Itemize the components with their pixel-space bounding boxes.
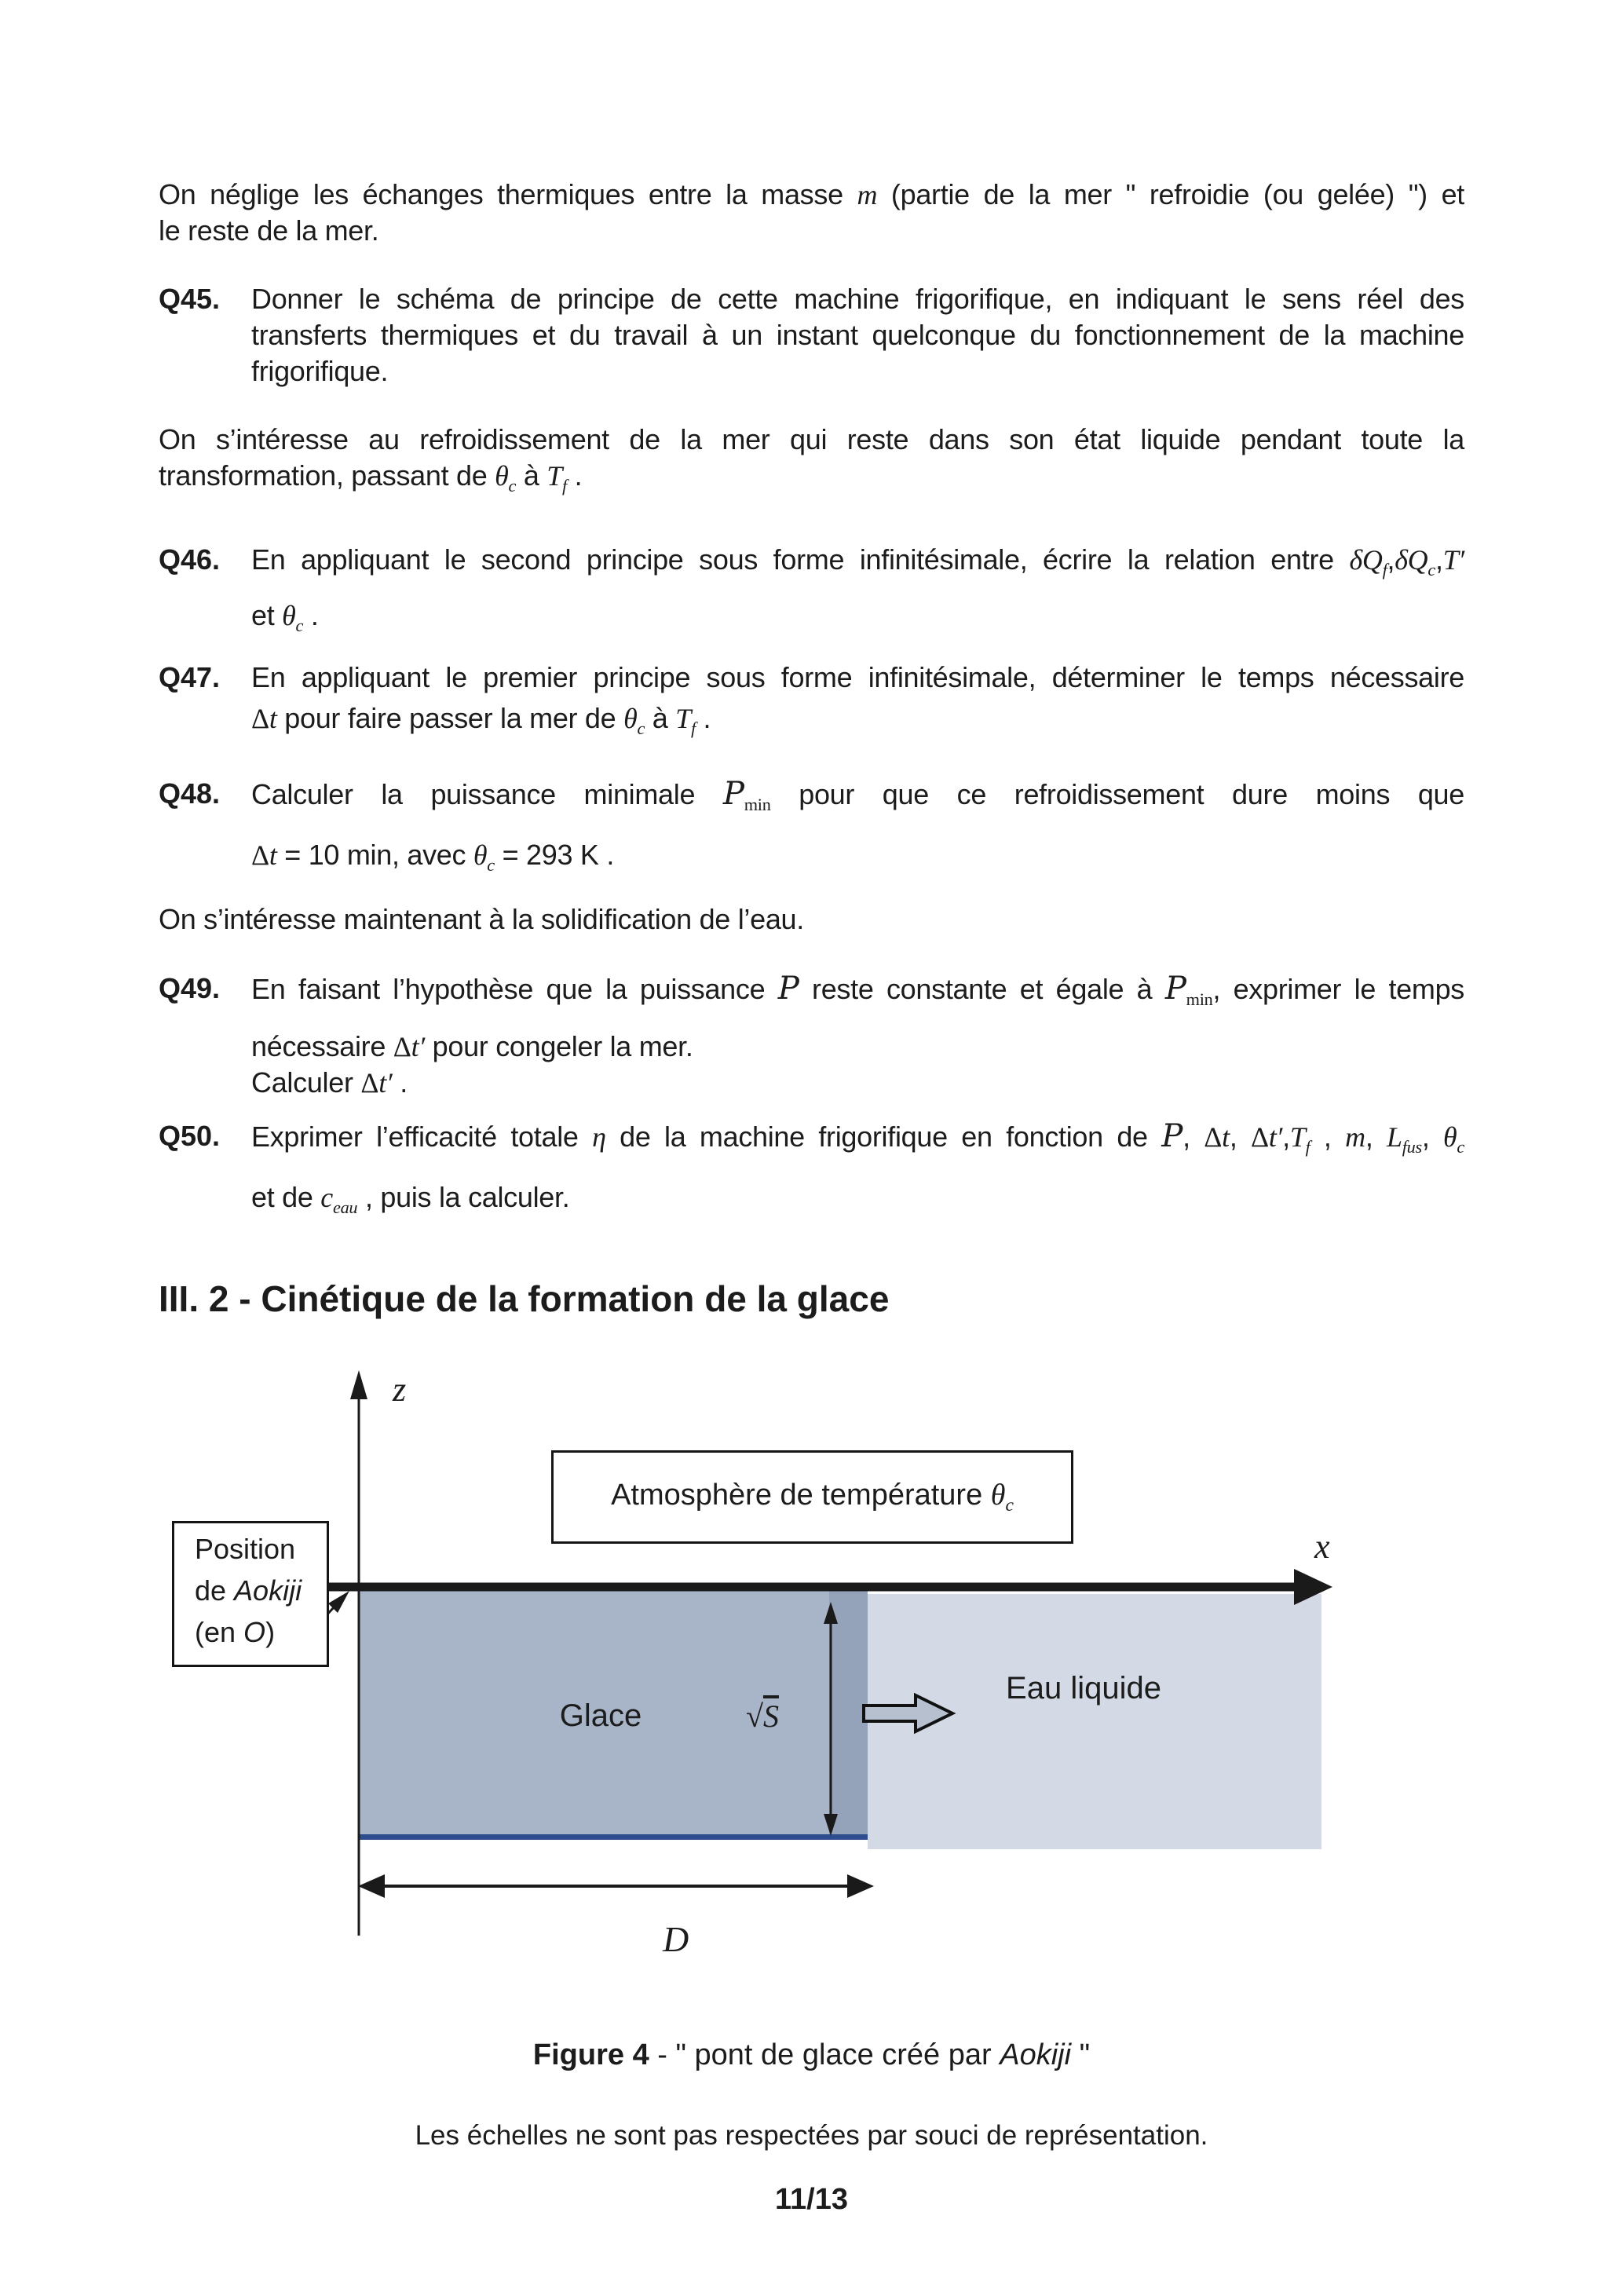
d-dimension-arrow (358, 1874, 874, 1898)
section-title: III. 2 - Cinétique de la formation de la glace (159, 1278, 890, 1319)
question-number-q47: Q47. (159, 661, 221, 693)
ice-bottom-edge (360, 1834, 868, 1840)
question-text-q50: Exprimer l’efficacité totale η de la machine frigorifique en fonction de P, Δt, $\Delta t',T_f$ , m, $L_{fus}$, $\theta_c$ et de $c_{eau}$ , puis la calculer. (251, 1117, 1465, 1217)
figure-scale-note: Les échelles ne sont pas respectées par souci de représentation. (415, 2120, 1208, 2151)
atmosphere-label-box (551, 1450, 1073, 1544)
question-number-q48: Q48. (159, 777, 221, 810)
question-number-q50: Q50. (159, 1120, 221, 1152)
question-text-q49: En faisant l’hypothèse que la puissance P reste constante et égale à $P_{min}$, exprimer le temps nécessaire Δt′ pour congeler la mer. Calculer Δt′ . (251, 970, 1465, 1099)
liquid-water-label: Eau liquide (1006, 1671, 1161, 1706)
paragraph-solidification-intro: On s’intéresse maintenant à la solidification de l’eau. (159, 903, 804, 935)
question-q48 (159, 776, 1464, 883)
d-length-label: D (663, 1919, 689, 1959)
page-number: 11/13 (775, 2183, 848, 2216)
figure-caption: Figure 4 - " pont de glace créé par Aokiji " (532, 2038, 1091, 2071)
z-axis-label: z (393, 1370, 407, 1409)
question-number-q45: Q45. (159, 283, 221, 315)
ice-label: Glace (559, 1698, 642, 1733)
question-q45 (159, 281, 1464, 389)
question-q50 (159, 1118, 1464, 1226)
question-text-q47: En appliquant le premier principe sous forme infinitésimale, déterminer le temps nécessaire Δt pour faire passer la mer de $\theta_c$ à $T_f$ . (251, 661, 1464, 738)
question-number-q49: Q49. (159, 972, 221, 1004)
paragraph-neglect-exchanges: On néglige les échanges thermiques entre la masse m (partie de la mer " refroidie (ou gelée) ") et le reste de la mer. (159, 178, 1465, 247)
paragraph-cooling-intro: On s’intéresse au refroidissement de la mer qui reste dans son état liquide pendant toute la transformation, passant de $\theta_c$ à $T_f$ . (159, 423, 1464, 495)
question-q47 (159, 660, 1464, 747)
ice-front-strip (829, 1591, 868, 1834)
liquid-water-region (868, 1594, 1321, 1849)
atmosphere-label: Atmosphère de température $\theta_c$ (611, 1478, 1014, 1516)
question-text-q45: Donner le schéma de principe de cette machine frigorifique, en indiquant le sens réel des transferts thermiques et du travail à un instant quelconque du fonctionnement de la machine frigorifique. (251, 283, 1464, 387)
x-axis-label: x (1314, 1527, 1330, 1566)
question-text-q48: Calculer la puissance minimale $P_{min}$ pour que ce refroidissement dure moins que Δt = 10 min, avec $\theta_c = 293$ K . (251, 775, 1465, 875)
question-q46 (159, 542, 1464, 644)
question-text-q46: En appliquant le second principe sous forme infinitésimale, écrire la relation entre $\delta Q_f,\delta Q_c,T'$ et $\theta_c$ . (251, 543, 1464, 635)
question-q49 (159, 971, 1464, 1101)
sqrt-s-label: √S (746, 1698, 779, 1734)
aokiji-position-box: Position de Aokiji (en O) (172, 1521, 329, 1667)
question-number-q46: Q46. (159, 543, 221, 576)
